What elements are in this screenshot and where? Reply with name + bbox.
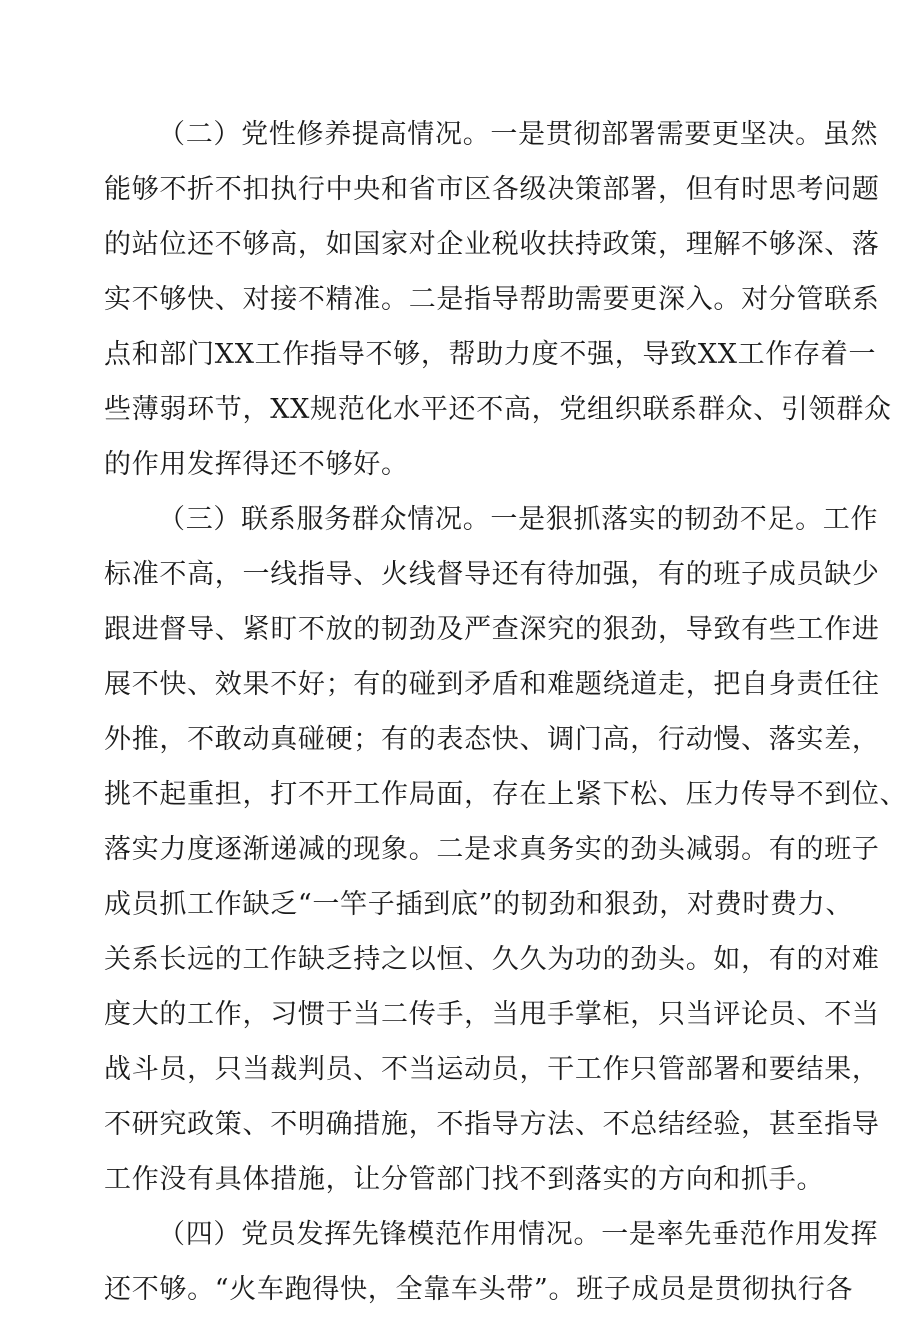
text-line: 的作用发挥得还不够好。 bbox=[104, 449, 409, 480]
text-line: 工作没有具体措施，让分管部门找不到落实的方向和抓手。 bbox=[104, 1164, 825, 1195]
text-line: 的站位还不够高，如国家对企业税收扶持政策，理解不够深、落 bbox=[104, 229, 880, 260]
text-line: 落实力度逐渐递减的现象。二是求真务实的劲头减弱。有的班子 bbox=[104, 834, 880, 865]
text-line: 度大的工作，习惯于当二传手，当甩手掌柜，只当评论员、不当 bbox=[104, 999, 880, 1030]
text-line: 些薄弱环节，XX规范化水平还不高，党组织联系群众、引领群众 bbox=[104, 394, 892, 425]
text-line: 挑不起重担，打不开工作局面，存在上紧下松、压力传导不到位、 bbox=[104, 779, 908, 810]
text-line: 还不够。“火车跑得快，全靠车头带”。班子成员是贯彻执行各 bbox=[104, 1274, 854, 1305]
text-line: 不研究政策、不明确措施，不指导方法、不总结经验，甚至指导 bbox=[104, 1109, 880, 1140]
text-line: 展不快、效果不好；有的碰到矛盾和难题绕道走，把自身责任往 bbox=[104, 669, 880, 700]
text-line: 外推，不敢动真碰硬；有的表态快、调门高，行动慢、落实差， bbox=[104, 724, 880, 755]
text-line: 战斗员，只当裁判员、不当运动员，干工作只管部署和要结果， bbox=[104, 1054, 880, 1085]
document-body bbox=[104, 107, 908, 1317]
text-line: 能够不折不扣执行中央和省市区各级决策部署，但有时思考问题 bbox=[104, 174, 880, 205]
text-line: 点和部门XX工作指导不够，帮助力度不强，导致XX工作存着一 bbox=[104, 339, 877, 370]
text-line: 关系长远的工作缺乏持之以恒、久久为功的劲头。如，有的对难 bbox=[104, 944, 880, 975]
text-line: 标准不高，一线指导、火线督导还有待加强，有的班子成员缺少 bbox=[104, 559, 880, 590]
text-line: （三）联系服务群众情况。一是狠抓落实的韧劲不足。工作 bbox=[158, 504, 879, 535]
text-line: 跟进督导、紧盯不放的韧劲及严查深究的狠劲，导致有些工作进 bbox=[104, 614, 880, 645]
text-line: 成员抓工作缺乏“一竿子插到底”的韧劲和狠劲，对费时费力、 bbox=[104, 889, 854, 920]
text-line: 实不够快、对接不精准。二是指导帮助需要更深入。对分管联系 bbox=[104, 284, 880, 315]
text-line: （二）党性修养提高情况。一是贯彻部署需要更坚决。虽然 bbox=[158, 119, 879, 150]
text-line: （四）党员发挥先锋模范作用情况。一是率先垂范作用发挥 bbox=[158, 1219, 879, 1250]
